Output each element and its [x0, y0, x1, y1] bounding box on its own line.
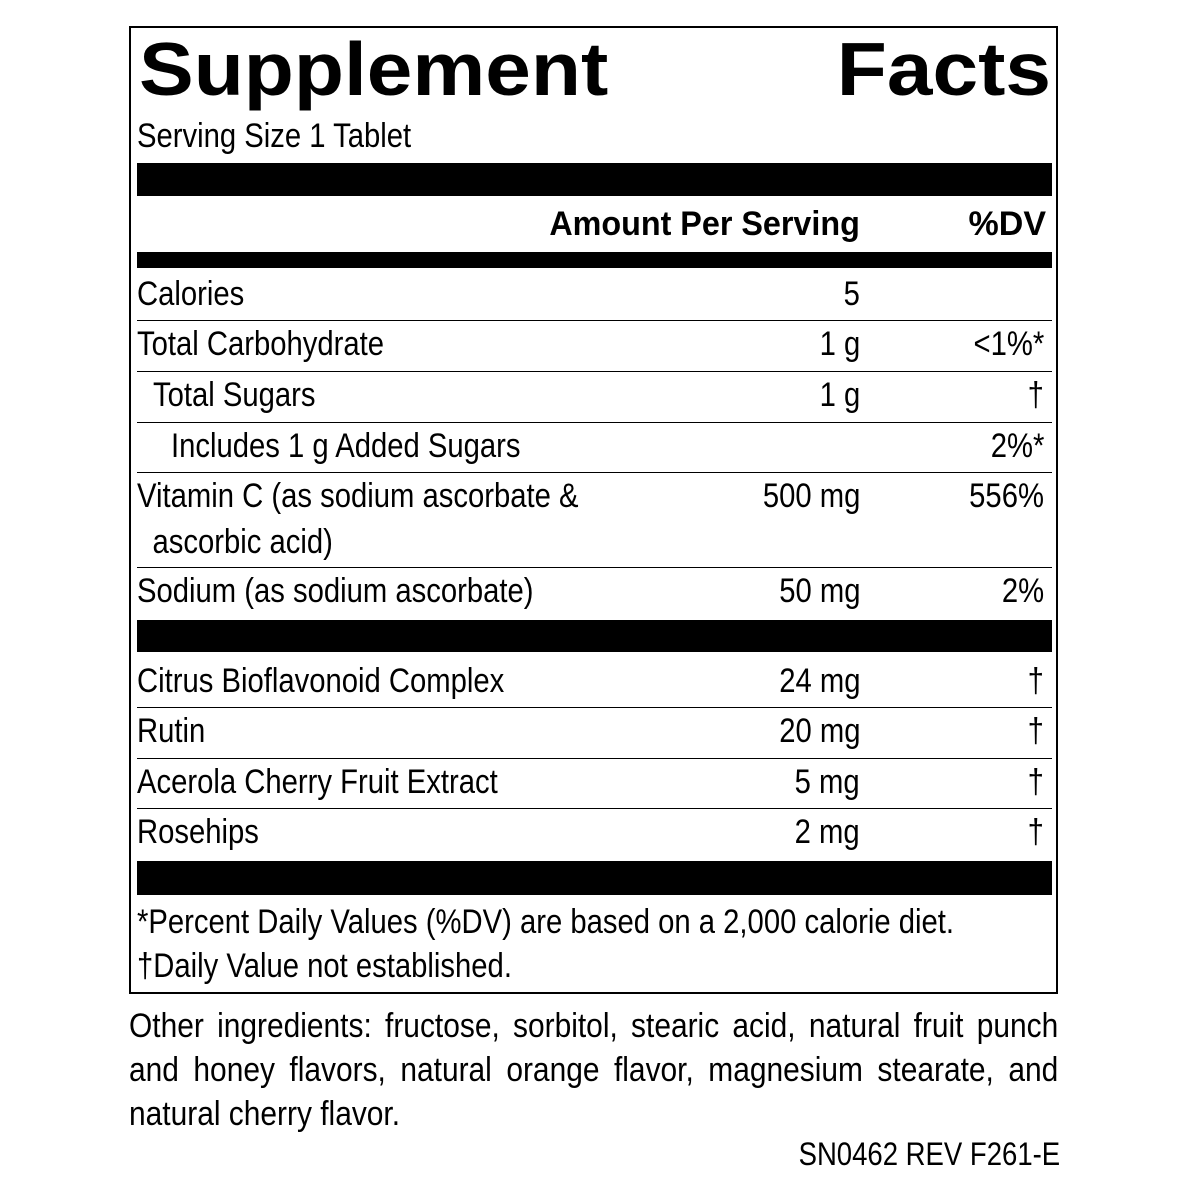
dv-header: %DV — [968, 205, 1046, 243]
nutrient-row-sodium — [137, 568, 1052, 618]
ingredient-row-citrus-bioflavonoid — [137, 658, 1052, 708]
nutrient-name-line-1: Vitamin C (as sodium ascorbate & — [137, 477, 579, 515]
nutrient-row-total-carbohydrate — [137, 321, 1052, 372]
nutrient-row-added-sugars — [137, 423, 1052, 473]
ingredient-dv: † — [1027, 763, 1044, 801]
nutrient-amount: 500 mg — [762, 477, 860, 515]
nutrient-name: Total Sugars — [153, 376, 316, 414]
ingredient-amount: 20 mg — [778, 712, 860, 750]
nutrient-name-line-2: ascorbic acid) — [152, 523, 333, 561]
nutrient-row-vitamin-c — [137, 473, 1052, 568]
panel-title — [139, 24, 1051, 116]
ingredient-amount: 2 mg — [794, 813, 860, 851]
ingredient-name: Citrus Bioflavonoid Complex — [137, 662, 505, 700]
ingredient-row-acerola-cherry — [137, 759, 1052, 809]
title-word-supplement: Supplement — [139, 27, 609, 112]
nutrient-amount: 1 g — [819, 325, 860, 363]
nutrient-dv: 2% — [1001, 572, 1044, 610]
nutrient-dv: 556% — [969, 477, 1044, 515]
nutrient-name: Sodium (as sodium ascorbate) — [137, 572, 534, 610]
ingredient-amount: 24 mg — [778, 662, 860, 700]
ingredient-name: Rutin — [137, 712, 206, 750]
nutrient-dv: 2%* — [990, 427, 1044, 465]
nutrient-dv: <1%* — [973, 325, 1044, 363]
nutrient-name: Calories — [137, 275, 245, 313]
ingredient-dv: † — [1027, 813, 1044, 851]
nutrient-amount: 5 — [843, 275, 860, 313]
ingredient-dv: † — [1027, 662, 1044, 700]
ingredient-amount: 5 mg — [794, 763, 860, 801]
nutrient-row-calories — [137, 271, 1052, 321]
nutrient-name: Includes 1 g Added Sugars — [171, 427, 521, 465]
amount-per-serving-header: Amount Per Serving — [549, 205, 860, 243]
nutrient-name — [137, 473, 579, 565]
nutrient-row-total-sugars — [137, 372, 1052, 423]
supplement-facts-panel — [129, 26, 1058, 994]
thick-divider — [137, 163, 1052, 196]
ingredient-dv: † — [1027, 712, 1044, 750]
revision-code: SN0462 REV F261-E — [798, 1136, 1060, 1172]
ingredient-name: Acerola Cherry Fruit Extract — [137, 763, 498, 801]
footnote-daily-value-not-established: †Daily Value not established. — [137, 947, 512, 985]
ingredient-row-rutin — [137, 708, 1052, 759]
thick-divider — [137, 861, 1052, 895]
nutrient-amount: 50 mg — [778, 572, 860, 610]
other-ingredients: Other ingredients: fructose, sorbitol, stearic acid, natural fruit punch and honey flavors, natural orange flavor, magnesium stearate, and natural cherry flavor. — [129, 1007, 1059, 1133]
footnote-percent-daily-values: *Percent Daily Values (%DV) are based on a 2,000 calorie diet. — [137, 903, 954, 941]
medium-divider — [137, 252, 1052, 268]
serving-size: Serving Size 1 Tablet — [137, 117, 412, 155]
ingredient-name: Rosehips — [137, 813, 259, 851]
thick-divider — [137, 620, 1052, 652]
nutrient-amount: 1 g — [819, 376, 860, 414]
column-header — [137, 196, 1052, 252]
title-word-facts: Facts — [836, 27, 1051, 112]
nutrient-dv: † — [1027, 376, 1044, 414]
ingredient-row-rosehips — [137, 809, 1052, 859]
nutrient-name: Total Carbohydrate — [137, 325, 385, 363]
